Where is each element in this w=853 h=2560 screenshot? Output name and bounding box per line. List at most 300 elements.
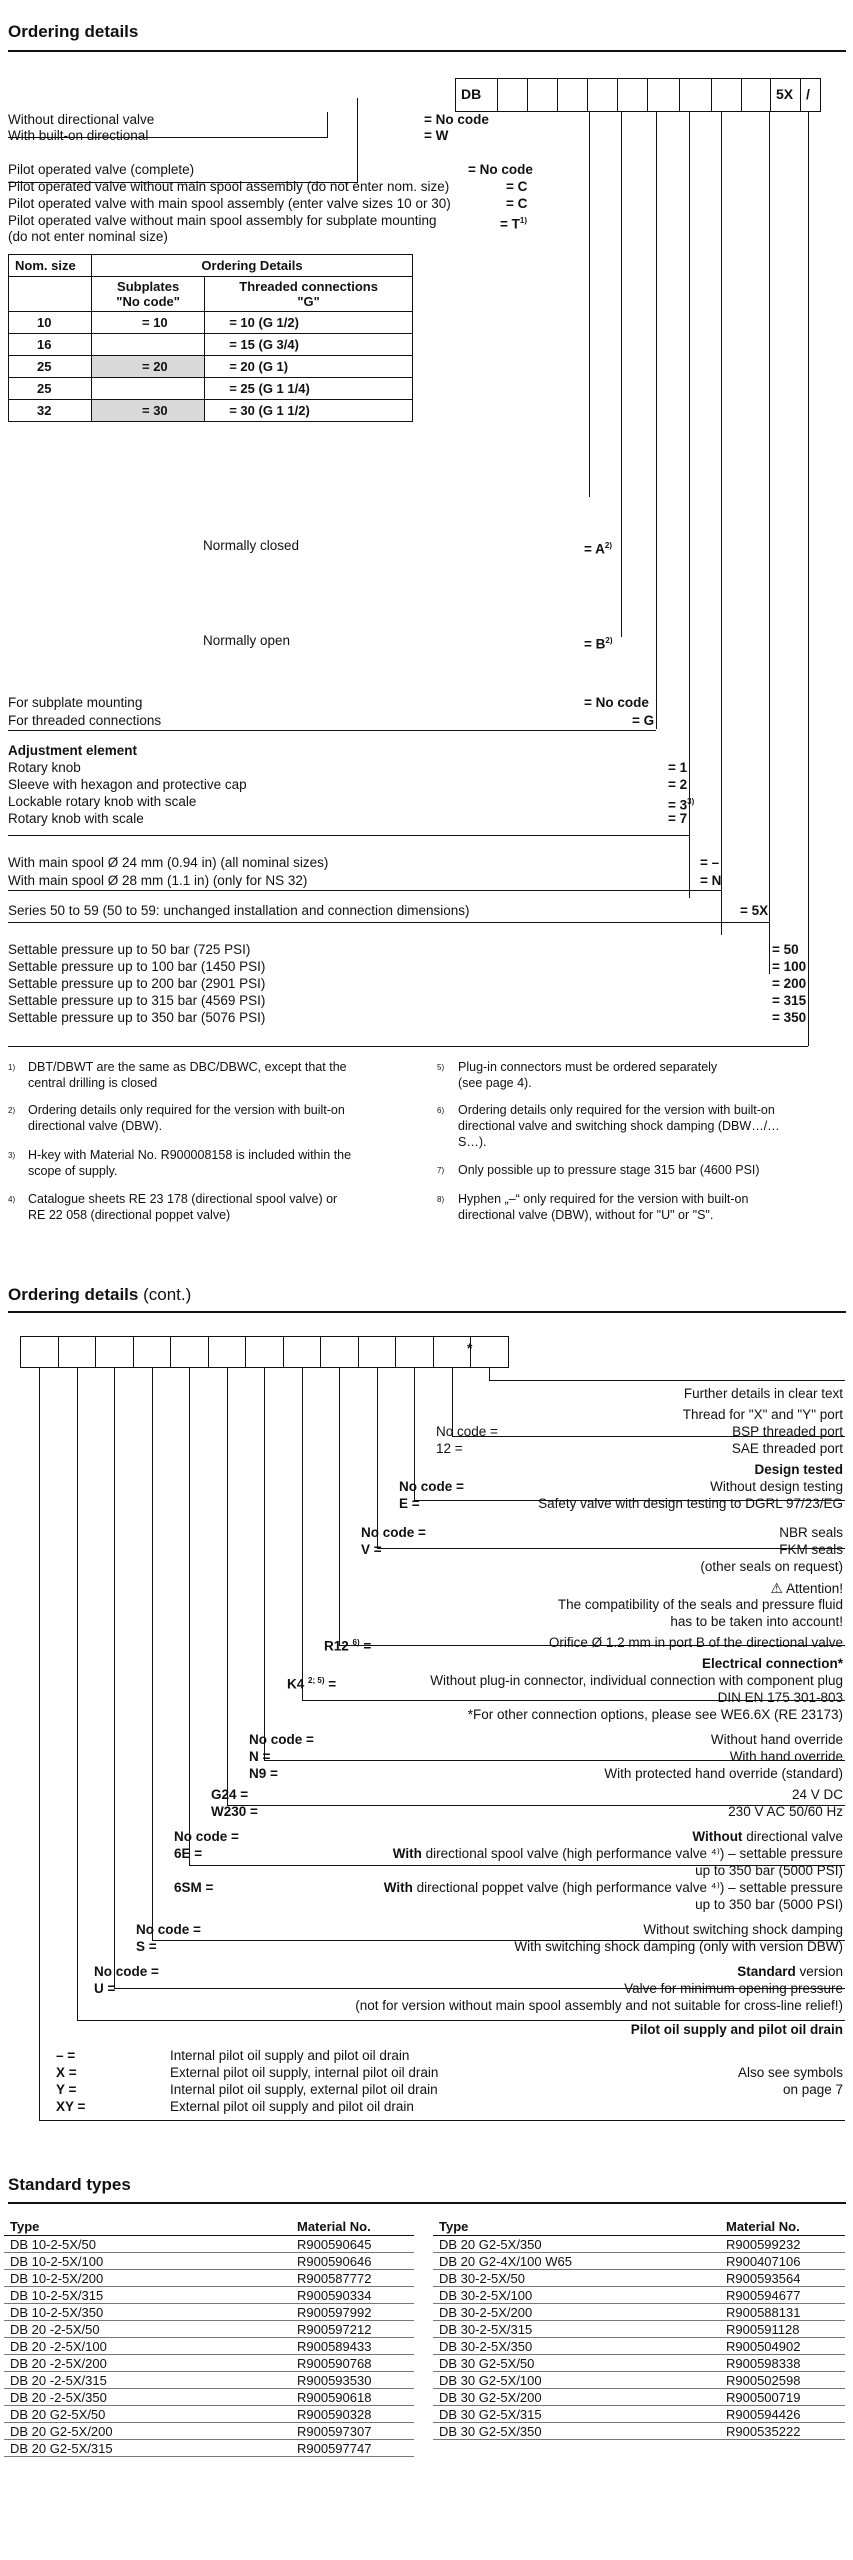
nom-size: 25 (9, 378, 92, 400)
elec-title: Electrical connection* (701, 1656, 843, 1671)
override-code: N = (249, 1749, 271, 1764)
leader (152, 1368, 153, 1940)
version-code: U = (94, 1981, 116, 1996)
code-box-star: * (467, 1340, 473, 1356)
row-text: Pilot operated valve without main spool assembly for subplate mounting (8, 213, 437, 228)
material-cell: R900590328 (291, 2406, 414, 2423)
type-cell: DB 10-2-5X/100 (4, 2253, 291, 2270)
leader (621, 112, 622, 637)
header-threaded: Threaded connections "G" (205, 277, 413, 312)
adj-code: = 7 (668, 811, 688, 826)
note-number: 5) (437, 1063, 445, 1072)
shock-text: With switching shock damping (only with version DBW) (514, 1939, 843, 1954)
code-box (208, 1336, 247, 1368)
type-cell: DB 30-2-5X/200 (433, 2304, 720, 2321)
code-box (133, 1336, 172, 1368)
mount-code: = G (632, 713, 655, 728)
pilot-title: Pilot oil supply and pilot oil drain (630, 2022, 843, 2037)
note-line: directional valve (DBW), without for "U" or "S". (458, 1208, 714, 1222)
normally-open: Normally open (203, 633, 291, 648)
nom-size: 25 (9, 356, 92, 378)
code-box (647, 78, 680, 112)
override-code: N9 = (249, 1766, 278, 1781)
no-code-b: = $B^{2)}$ (584, 636, 613, 652)
code-box (527, 78, 558, 112)
override-text: With protected hand override (standard) (604, 1766, 843, 1781)
leader (808, 112, 809, 1046)
override-text: With hand override (729, 1749, 843, 1764)
type-cell: DB 10-2-5X/200 (4, 2270, 291, 2287)
note-line: Only possible up to pressure stage 315 bar (4600 PSI) (458, 1163, 760, 1177)
underline (8, 730, 656, 731)
also-see: Also see symbols (737, 2065, 843, 2080)
design-code: No code = (399, 1479, 464, 1494)
table-row (433, 2236, 845, 2253)
thread-code: 12 = (436, 1441, 463, 1456)
further-details: Further details in clear text (683, 1386, 843, 1401)
thread-code: = 15 (G 3/4) (205, 334, 413, 356)
type-cell: DB 20 -2-5X/100 (4, 2338, 291, 2355)
shock-code: S = (136, 1939, 157, 1954)
nc-code: = $A^{2)}$ (584, 541, 613, 557)
subplate-code: = 10 (92, 312, 205, 334)
dirvalve-code: No code = (174, 1829, 239, 1844)
elec-text: Without plug-in connector, individual connection with component plug (430, 1673, 843, 1688)
seals-other: (other seals on request) (700, 1559, 843, 1574)
row-text: Pilot operated valve (complete) (8, 162, 195, 177)
code-box (170, 1336, 209, 1368)
note-number: 7) (437, 1166, 445, 1175)
type-cell: DB 20 -2-5X/315 (4, 2372, 291, 2389)
code-box-label: DB (461, 86, 482, 102)
leader (721, 112, 722, 935)
shock-code: No code = (136, 1922, 201, 1937)
type-cell: DB 20 G2-5X/50 (4, 2406, 291, 2423)
elec-code: K4 $^{2; 5)}$ = (287, 1676, 337, 1692)
material-cell: R900504902 (720, 2338, 845, 2355)
note-number: 4) (8, 1195, 16, 1204)
pilot-code: Y = (56, 2082, 77, 2097)
table-row (4, 2389, 414, 2406)
dirvalve-text: With directional poppet valve (high performance valve ⁴⁾) – settable pressure (383, 1880, 843, 1895)
title-rule (8, 1311, 846, 1313)
row-code: = No code (468, 162, 533, 177)
dirvalve-code: 6E = (174, 1846, 203, 1861)
code-box (497, 78, 528, 112)
adj-text: Sleeve with hexagon and protective cap (8, 777, 247, 792)
note-number: 3) (8, 1151, 16, 1160)
table-row (433, 2372, 845, 2389)
adj-text: Rotary knob with scale (8, 811, 144, 826)
pilot-code: – = (56, 2048, 76, 2063)
adj-code: = $3^{3)}$ (668, 797, 695, 813)
material-cell: R900407106 (720, 2253, 845, 2270)
voltage-text: 24 V DC (791, 1787, 843, 1802)
note-number: 2) (8, 1106, 16, 1115)
material-cell: R900597992 (291, 2304, 414, 2321)
pilot-text: Internal pilot oil supply and pilot oil drain (170, 2048, 410, 2063)
note-line: Ordering details only required for the version with built-on (28, 1103, 345, 1117)
table-row (433, 2287, 845, 2304)
underline (8, 890, 721, 891)
pressure-text: Settable pressure up to 50 bar (725 PSI) (8, 942, 251, 957)
adj-code: = 2 (668, 777, 688, 792)
material-cell: R900500719 (720, 2389, 845, 2406)
type-cell: DB 20 G2-5X/315 (4, 2440, 291, 2457)
type-cell: DB 30-2-5X/50 (433, 2270, 720, 2287)
type-cell: DB 10-2-5X/315 (4, 2287, 291, 2304)
row-text: With built-on directional (8, 128, 149, 143)
mount-code: = No code (584, 695, 649, 710)
note-number: 8) (437, 1195, 445, 1204)
table-row (4, 2338, 414, 2355)
dirvalve-text: Without directional valve (692, 1829, 843, 1844)
table-row (433, 2389, 845, 2406)
code-box-label: 5X (776, 86, 794, 102)
thread-text: SAE threaded port (731, 1441, 843, 1456)
code-box (358, 1336, 397, 1368)
note-line: Plug-in connectors must be ordered separately (458, 1060, 718, 1074)
thread-title: Thread for "X" and "Y" port (682, 1407, 843, 1422)
pilot-text: Internal pilot oil supply, external pilot oil drain (170, 2082, 438, 2097)
dirvalve-text: up to 350 bar (5000 PSI) (695, 1863, 843, 1878)
table-row (4, 2287, 414, 2304)
code-box-label: / (806, 86, 810, 102)
pressure-code: = 200 (772, 976, 807, 991)
nom-size: 32 (9, 400, 92, 422)
also-see: on page 7 (782, 2082, 843, 2097)
table-row (4, 2423, 414, 2440)
pressure-code: = 350 (772, 1010, 807, 1025)
note-line: directional valve (DBW). (28, 1119, 163, 1133)
header-material: Material No. (720, 2218, 845, 2236)
voltage-code: W230 = (211, 1804, 258, 1819)
type-cell: DB 20 G2-5X/350 (433, 2236, 720, 2253)
table-row (433, 2338, 845, 2355)
seal-code: V = (361, 1542, 382, 1557)
underline (39, 2120, 845, 2121)
attention-text: The compatibility of the seals and pressure fluid (557, 1597, 843, 1612)
underline (77, 2020, 845, 2021)
pressure-code: = 100 (772, 959, 807, 974)
type-cell: DB 20 G2-4X/100 W65 (433, 2253, 720, 2270)
seal-text: NBR seals (779, 1525, 843, 1540)
design-code: E = (399, 1496, 420, 1511)
note-line: RE 22 058 (directional poppet valve) (28, 1208, 231, 1222)
material-cell: R900598338 (720, 2355, 845, 2372)
pressure-code: = 50 (772, 942, 799, 957)
material-cell: R900597212 (291, 2321, 414, 2338)
header-type: Type (433, 2218, 720, 2236)
subplate-code (92, 334, 205, 356)
subplate-code (92, 378, 205, 400)
design-text: Without design testing (710, 1479, 843, 1494)
material-cell: R900593530 (291, 2372, 414, 2389)
material-cell: R900589433 (291, 2338, 414, 2355)
row-text: Pilot operated valve without main spool assembly (do not enter nom. size) (8, 179, 450, 194)
thread-code: = 30 (G 1 1/2) (205, 400, 413, 422)
table-row (9, 312, 413, 334)
row-text: (do not enter nominal size) (8, 229, 168, 244)
table-row (9, 378, 413, 400)
spool-text: With main spool Ø 28 mm (1.1 in) (only for NS 32) (8, 873, 308, 888)
material-cell: R900594426 (720, 2406, 845, 2423)
code-box (433, 1336, 472, 1368)
version-code: No code = (94, 1964, 159, 1979)
adj-text: Rotary knob (8, 760, 81, 775)
row-code: = W (424, 128, 449, 143)
note-number: 1) (8, 1063, 16, 1072)
leader (327, 112, 328, 138)
thread-code: = 25 (G 1 1/4) (205, 378, 413, 400)
pressure-text: Settable pressure up to 350 bar (5076 PSI) (8, 1010, 266, 1025)
row-code: = No code (424, 112, 489, 127)
table-row (9, 356, 413, 378)
material-cell: R900502598 (720, 2372, 845, 2389)
note-line: directional valve and switching shock damping (DBW…/… (458, 1119, 780, 1133)
leader (189, 1368, 190, 1865)
underline (8, 922, 769, 923)
orifice-text: Orifice Ø 1.2 mm in port B of the directional valve (548, 1635, 843, 1650)
code-box (245, 1336, 284, 1368)
header-nom-size: Nom. size (9, 255, 92, 277)
header-type: Type (4, 2218, 291, 2236)
material-cell: R900587772 (291, 2270, 414, 2287)
series-text: Series 50 to 59 (50 to 59: unchanged installation and connection dimensions) (8, 903, 470, 918)
note-line: (see page 4). (458, 1076, 532, 1090)
type-cell: DB 10-2-5X/50 (4, 2236, 291, 2253)
design-text: Safety valve with design testing to DGRL 97/23/EG (538, 1496, 843, 1511)
title-rule (8, 50, 846, 52)
spool-code: = – (700, 855, 720, 870)
version-text: Standard version (737, 1964, 843, 1979)
pressure-code: = 315 (772, 993, 807, 1008)
code-box (711, 78, 742, 112)
leader (656, 112, 657, 729)
material-cell: R900591128 (720, 2321, 845, 2338)
attention-line: ⚠ Attention! (770, 1580, 843, 1596)
code-box (320, 1336, 359, 1368)
mount-text: For subplate mounting (8, 695, 143, 710)
table-row (4, 2355, 414, 2372)
row-text: Without directional valve (8, 112, 155, 127)
table-row (4, 2406, 414, 2423)
pressure-text: Settable pressure up to 100 bar (1450 PSI) (8, 959, 266, 974)
table-row (433, 2355, 845, 2372)
subplate-code: = 20 (92, 356, 205, 378)
material-cell: R900535222 (720, 2423, 845, 2440)
leader (589, 112, 590, 497)
code-box (557, 78, 588, 112)
section-title-cont: Ordering details (cont.) (8, 1285, 192, 1304)
material-cell: R900594677 (720, 2287, 845, 2304)
leader (689, 112, 690, 898)
dirvalve-text: With directional spool valve (high performance valve ⁴⁾) – settable pressure (392, 1846, 843, 1861)
nom-size: 16 (9, 334, 92, 356)
row-code: = $T^{1)}$ (500, 216, 528, 232)
leader (264, 1368, 265, 1760)
thread-code: = 10 (G 1/2) (205, 312, 413, 334)
material-cell: R900597307 (291, 2423, 414, 2440)
seal-text: FKM seals (779, 1542, 843, 1557)
nominal-size-table (8, 254, 413, 422)
warning-icon: ⚠ (770, 1580, 783, 1596)
row-code: = C (506, 179, 528, 194)
pressure-text: Settable pressure up to 200 bar (2901 PSI) (8, 976, 266, 991)
type-cell: DB 30 G2-5X/100 (433, 2372, 720, 2389)
table-row (433, 2321, 845, 2338)
override-code: No code = (249, 1732, 314, 1747)
version-text: (not for version without main spool assembly and not suitable for cross-line relief!) (355, 1998, 843, 2013)
table-row (433, 2406, 845, 2423)
series-code: = 5X (740, 903, 769, 918)
material-cell: R900590646 (291, 2253, 414, 2270)
dirvalve-code: 6SM = (174, 1880, 214, 1895)
material-cell: R900588131 (720, 2304, 845, 2321)
table-row (433, 2304, 845, 2321)
note-line: S…). (458, 1135, 487, 1149)
pressure-text: Settable pressure up to 315 bar (4569 PSI) (8, 993, 266, 1008)
note-line: DBT/DBWT are the same as DBC/DBWC, except that the (28, 1060, 347, 1074)
pilot-code: XY = (56, 2099, 86, 2114)
code-box (20, 1336, 59, 1368)
voltage-text: 230 V AC 50/60 Hz (728, 1804, 843, 1819)
type-cell: DB 30 G2-5X/50 (433, 2355, 720, 2372)
table-row (4, 2304, 414, 2321)
code-box (741, 78, 771, 112)
leader (114, 1368, 115, 1988)
code-box (679, 78, 712, 112)
elec-text: DIN EN 175 301-803 (717, 1690, 843, 1705)
adj-code: = 1 (668, 760, 688, 775)
row-text: Pilot operated valve with main spool assembly (enter valve sizes 10 or 30) (8, 196, 451, 211)
pilot-text: External pilot oil supply, internal pilot oil drain (170, 2065, 439, 2080)
table-row (4, 2372, 414, 2389)
type-cell: DB 10-2-5X/350 (4, 2304, 291, 2321)
pilot-code: X = (56, 2065, 77, 2080)
row-code: = C (506, 196, 528, 211)
table-row (433, 2423, 845, 2440)
note-line: scope of supply. (28, 1164, 118, 1178)
material-cell: R900599232 (720, 2236, 845, 2253)
spool-text: With main spool Ø 24 mm (0.94 in) (all nominal sizes) (8, 855, 329, 870)
design-title: Design tested (754, 1462, 843, 1477)
table-row (4, 2236, 414, 2253)
thread-code: No code = (436, 1424, 498, 1439)
underline (8, 1046, 808, 1047)
type-cell: DB 30-2-5X/100 (433, 2287, 720, 2304)
header-subplates: Subplates "No code" (92, 277, 205, 312)
shock-text: Without switching shock damping (643, 1922, 843, 1937)
section-title: Ordering details (8, 22, 139, 41)
note-number: 6) (437, 1106, 445, 1115)
attention-text: has to be taken into account! (670, 1614, 843, 1629)
leader (302, 1368, 303, 1700)
type-cell: DB 20 -2-5X/350 (4, 2389, 291, 2406)
underline (377, 1548, 845, 1549)
code-box (395, 1336, 434, 1368)
table-row (433, 2270, 845, 2287)
type-cell: DB 30-2-5X/315 (433, 2321, 720, 2338)
underline (8, 835, 689, 836)
type-cell: DB 20 G2-5X/200 (4, 2423, 291, 2440)
leader (377, 1368, 378, 1548)
standard-types-title: Standard types (8, 2175, 131, 2194)
table-row (4, 2440, 414, 2457)
pilot-text: External pilot oil supply and pilot oil drain (170, 2099, 414, 2114)
material-cell: R900590768 (291, 2355, 414, 2372)
seal-code: No code = (361, 1525, 426, 1540)
spool-code: = N (700, 873, 722, 888)
type-cell: DB 30-2-5X/350 (433, 2338, 720, 2355)
table-row (4, 2270, 414, 2287)
code-box (95, 1336, 134, 1368)
material-cell: R900597747 (291, 2440, 414, 2457)
title-rule (8, 2202, 846, 2204)
code-box (283, 1336, 322, 1368)
thread-code: = 20 (G 1) (205, 356, 413, 378)
note-line: Ordering details only required for the version with built-on (458, 1103, 775, 1117)
leader (489, 1368, 490, 1380)
material-cell: R900590645 (291, 2236, 414, 2253)
adj-title: Adjustment element (8, 743, 138, 758)
note-line: central drilling is closed (28, 1076, 158, 1090)
code-box (58, 1336, 97, 1368)
header-material: Material No. (291, 2218, 414, 2236)
leader (227, 1368, 228, 1805)
adj-text: Lockable rotary knob with scale (8, 794, 197, 809)
table-row (4, 2321, 414, 2338)
standard-types-left (4, 2218, 414, 2457)
table-row (9, 334, 413, 356)
leader (339, 1368, 340, 1645)
material-cell: R900590618 (291, 2389, 414, 2406)
note-line: Catalogue sheets RE 23 178 (directional spool valve) or (28, 1192, 338, 1206)
type-cell: DB 30 G2-5X/350 (433, 2423, 720, 2440)
type-cell: DB 20 -2-5X/200 (4, 2355, 291, 2372)
version-text: Valve for minimum opening pressure (624, 1981, 843, 1996)
thread-text: BSP threaded port (732, 1424, 843, 1439)
underline (489, 1380, 845, 1381)
orifice-code: R12 $^{6)}$ = (324, 1638, 372, 1654)
leader (357, 98, 358, 183)
leader (77, 1368, 78, 2020)
code-box (587, 78, 618, 112)
subplate-code: = 30 (92, 400, 205, 422)
header-ordering-details: Ordering Details (92, 255, 413, 277)
code-box (800, 78, 821, 112)
code-box (470, 1336, 509, 1368)
normally-closed: Normally closed (203, 538, 300, 553)
table-row (433, 2253, 845, 2270)
table-row (9, 400, 413, 422)
override-text: Without hand override (710, 1732, 843, 1747)
type-cell: DB 30 G2-5X/200 (433, 2389, 720, 2406)
material-cell: R900593564 (720, 2270, 845, 2287)
code-box (617, 78, 648, 112)
nom-size: 10 (9, 312, 92, 334)
standard-types-right (433, 2218, 845, 2440)
leader (769, 112, 770, 974)
note-line: Hyphen „–“ only required for the version with built-on (458, 1192, 749, 1206)
elec-text: *For other connection options, please see WE6.6X (RE 23173) (467, 1707, 843, 1722)
voltage-code: G24 = (211, 1787, 249, 1802)
note-line: H-key with Material No. R900008158 is included within the (28, 1148, 352, 1162)
dirvalve-text: up to 350 bar (5000 PSI) (695, 1897, 843, 1912)
leader (39, 1368, 40, 2120)
type-cell: DB 20 -2-5X/50 (4, 2321, 291, 2338)
table-row (4, 2253, 414, 2270)
